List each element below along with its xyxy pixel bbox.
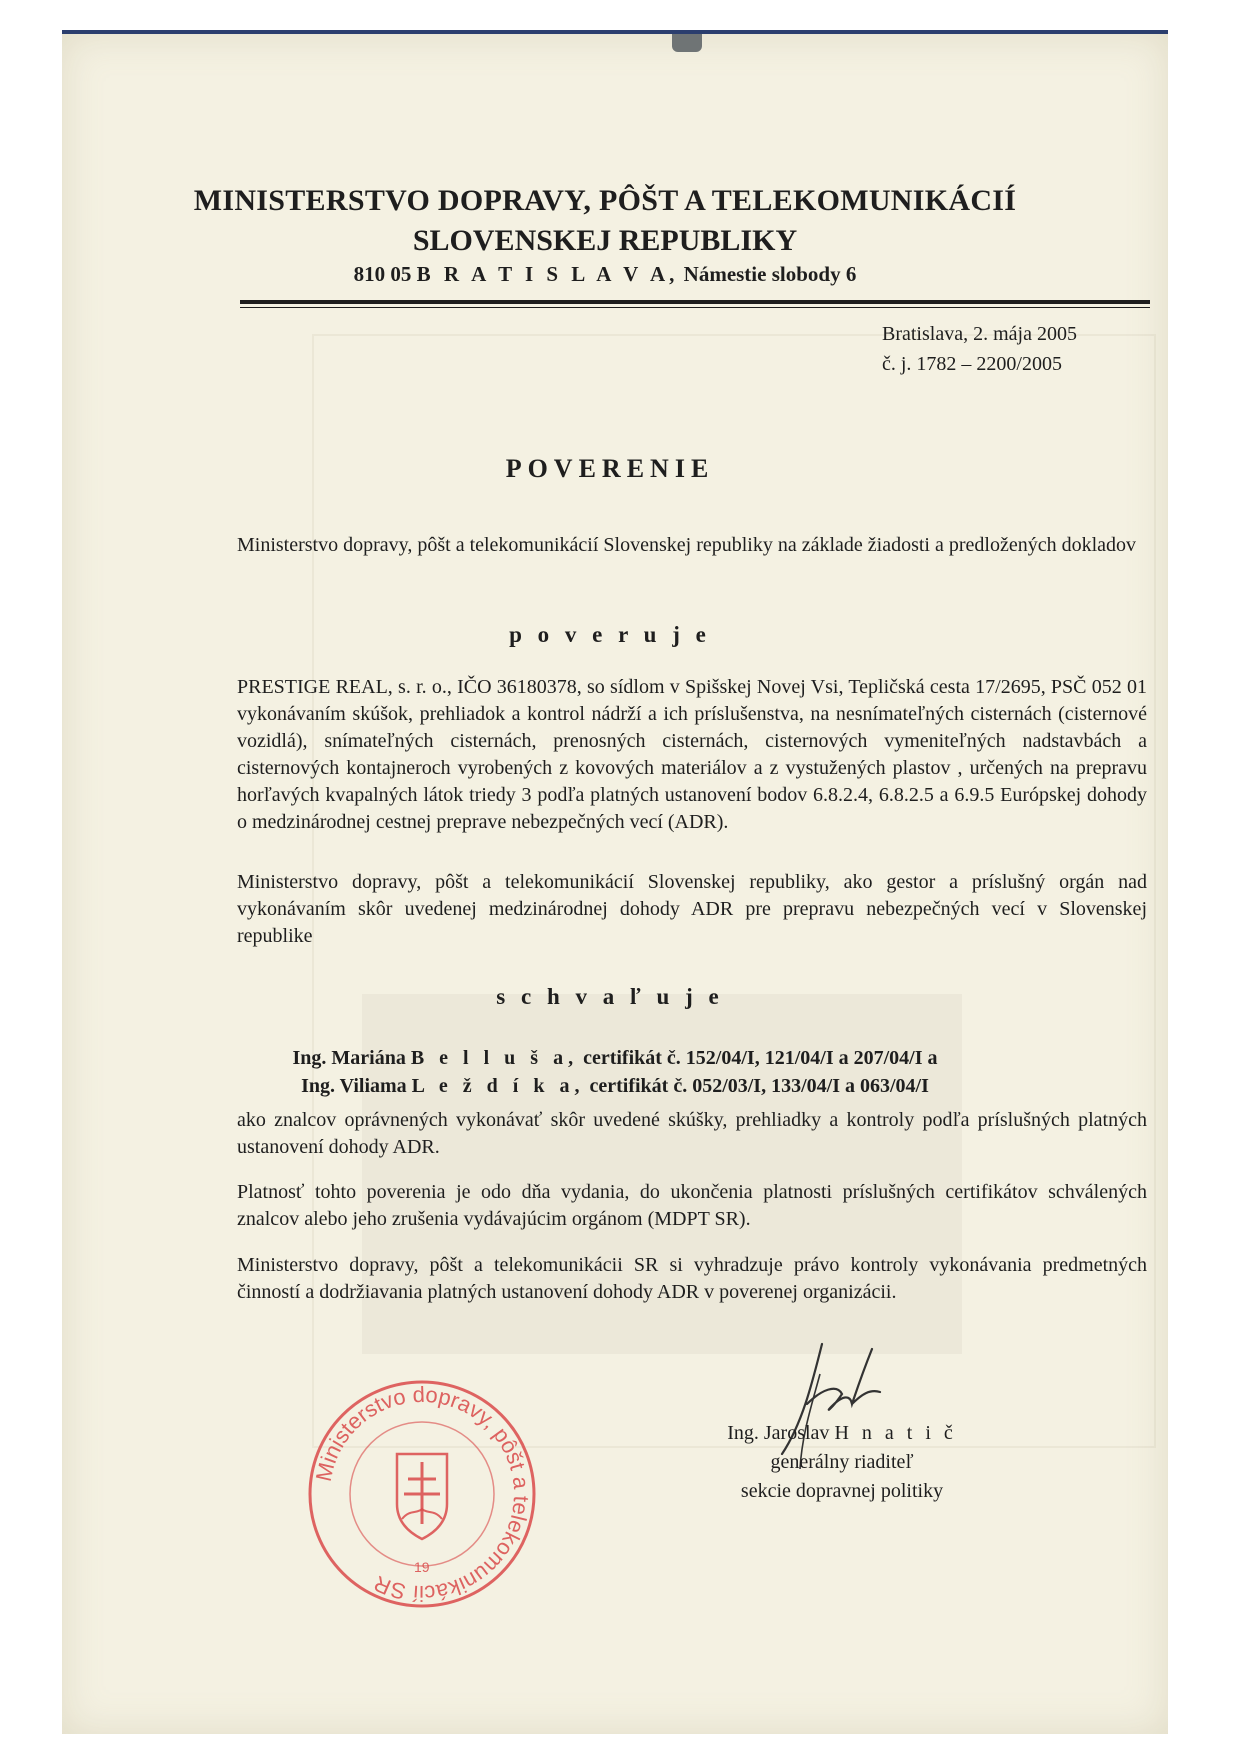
expert-prefix: Ing. Viliama (301, 1075, 407, 1097)
official-seal (302, 1374, 542, 1614)
authorization-paragraph: PRESTIGE REAL, s. r. o., IČO 36180378, so sídlom v Spišskej Novej Vsi, Tepličská cesta 17/2695, PSČ 052 01 vykonávaním skúšok, prehliadok a kontrol nádrží a ich príslušenstva, na nesnímateľných cisternách (cisternové vozidlá), snímateľných cisternách, prenosných cisternách, cisternových vymeniteľných nadstavbách a cisternových kontajneroch vyrobených z kovových materiálov a z vystužených plastov , určených na prepravu horľavých kvapalných látok triedy 3 podľa platných ustanovení bodov 6.8.2.4, 6.8.2.5 a 6.9.5 Európskej dohody o medzinárodnej cestnej preprave nebezpečných vecí (ADR). (237, 676, 1147, 833)
svg-text:Ministerstvo dopravy, pôšt a t: Ministerstvo dopravy, pôšt a telekomunikácií SR (310, 1381, 535, 1607)
signatory-surname: H n a t i č (834, 1422, 957, 1444)
binder-clip (672, 34, 702, 52)
header-divider-thin (240, 307, 1150, 308)
expert-surname: L e ž d í k a, (411, 1075, 585, 1097)
expert-line (62, 1072, 1168, 1100)
document-page (62, 30, 1168, 1734)
date-reference-block (882, 319, 1077, 379)
validity-paragraph: Platnosť tohto poverenia je odo dňa vydania, do ukončenia platnosti príslušných certifikátov schválených znalcov alebo jeho zrušenia vydávajúcim orgánom (MDPT SR). (237, 1181, 1147, 1230)
verb-schvaluje: s c h v a ľ u j e (496, 984, 724, 1009)
expert-certificates: certifikát č. 152/04/I, 121/04/I a 207/04/I a (583, 1047, 938, 1069)
signatory-name (682, 1419, 1002, 1448)
reference-number: č. j. 1782 – 2200/2005 (882, 353, 1062, 375)
header-divider (240, 300, 1150, 304)
ministry-name-line2: SLOVENSKEJ REPUBLIKY (412, 224, 798, 257)
verb-poveruje: p o v e r u j e (509, 622, 711, 647)
expert-line (62, 1044, 1168, 1072)
gestor-paragraph: Ministerstvo dopravy, pôšt a telekomunikácií Slovenskej republiky, ako gestor a príslušný orgán nad vykonávaním skôr uvedenej medzinárodnej dohody ADR pre prepravu nebezpečných vecí v Slovenskej republike (237, 871, 1147, 947)
intro-paragraph: Ministerstvo dopravy, pôšt a telekomunikácií Slovenskej republiky na základe žiadosti a predložených dokladov (237, 534, 1137, 556)
approved-experts (62, 1044, 1168, 1100)
svg-text:19: 19 (414, 1559, 430, 1575)
control-paragraph: Ministerstvo dopravy, pôšt a telekomunikácii SR si vyhradzuje právo kontroly vykonávania predmetných činností a dodržiavania platných ustanovení dohody ADR v poverenej organizácii. (237, 1254, 1147, 1303)
document-title: POVERENIE (505, 454, 715, 483)
expert-certificates: certifikát č. 052/03/I, 133/04/I a 063/04/I (589, 1075, 929, 1097)
address-postcode: 810 05 (353, 262, 412, 286)
expert-prefix: Ing. Mariána (292, 1047, 406, 1069)
signatory-prefix: Ing. Jaroslav (727, 1422, 830, 1444)
address-city: B R A T I S L A V A, (416, 262, 679, 286)
signatory-block (682, 1419, 1002, 1506)
ministry-address (62, 262, 1168, 287)
address-street: Námestie slobody 6 (683, 262, 857, 286)
expert-surname: B e l l u š a, (410, 1047, 579, 1069)
experts-paragraph: ako znalcov oprávnených vykonávať skôr uvedené skúšky, prehliadky a kontroly podľa príslušných platných ustanovení dohody ADR. (237, 1109, 1147, 1158)
signatory-role: generálny riaditeľ (770, 1451, 914, 1473)
signatory-section: sekcie dopravnej politiky (740, 1480, 944, 1502)
ministry-name-line1: MINISTERSTVO DOPRAVY, PÔŠT A TELEKOMUNIKÁCIÍ (193, 184, 1017, 217)
document-date: Bratislava, 2. mája 2005 (882, 323, 1077, 345)
